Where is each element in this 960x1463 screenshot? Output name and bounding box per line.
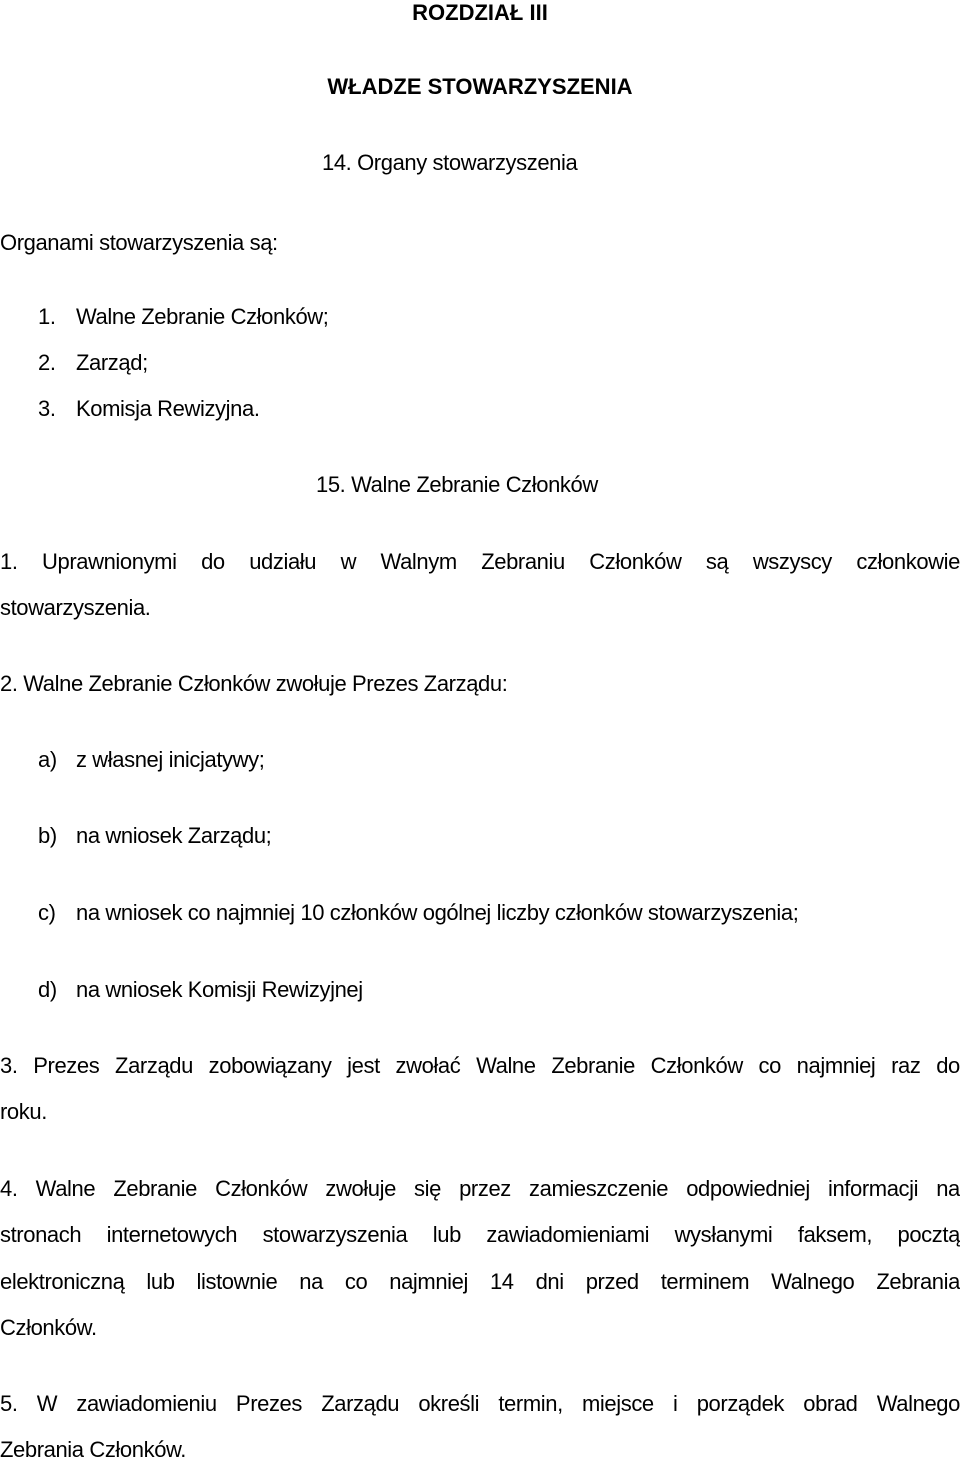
- word: w: [340, 549, 357, 574]
- word: informacji: [827, 1176, 919, 1201]
- organs-intro: Organami stowarzyszenia są:: [0, 230, 278, 255]
- word: Zebranie: [113, 1176, 197, 1201]
- word: Uprawnionymi: [42, 549, 177, 574]
- word: Zarządu: [115, 1053, 193, 1078]
- organ-item-3-number: 3.: [38, 396, 56, 421]
- word: 4.: [0, 1176, 18, 1201]
- word: 1.: [0, 549, 18, 574]
- word: zwołać: [395, 1053, 461, 1078]
- word: najmniej: [389, 1269, 468, 1294]
- word: Zarządu: [321, 1391, 400, 1416]
- word: Walne: [35, 1176, 96, 1201]
- word: faksem,: [797, 1222, 873, 1247]
- word: Prezes: [33, 1053, 100, 1078]
- organ-item-1-text: Walne Zebranie Członków;: [76, 304, 329, 329]
- section-15-heading: 15. Walne Zebranie Członków: [316, 472, 598, 497]
- word: wysłanymi: [674, 1222, 773, 1247]
- word: zawiadomieniami: [486, 1222, 650, 1247]
- item-c-letter: c): [38, 900, 56, 925]
- word: członkowie: [856, 549, 960, 574]
- word: zamieszczenie: [529, 1176, 669, 1201]
- chapter-title: ROZDZIAŁ III: [412, 0, 548, 25]
- word: do: [201, 549, 225, 574]
- word: lub: [432, 1222, 461, 1247]
- chapter-subtitle: WŁADZE STOWARZYSZENIA: [327, 74, 633, 99]
- organ-item-3-text: Komisja Rewizyjna.: [76, 396, 260, 421]
- paragraph-3-line-1: [0, 1053, 960, 1079]
- paragraph-4-line-4: Członków.: [0, 1315, 97, 1340]
- word: Walnym: [380, 549, 457, 574]
- word: się: [414, 1176, 441, 1201]
- word: Zebrania: [876, 1269, 960, 1294]
- word: udziału: [249, 549, 317, 574]
- paragraph-1-line-1: [0, 549, 960, 575]
- word: internetowych: [106, 1222, 238, 1247]
- paragraph-5-line-2: Zebrania Członków.: [0, 1437, 187, 1462]
- word: do: [936, 1053, 960, 1078]
- item-d-text: na wniosek Komisji Rewizyjnej: [76, 977, 363, 1002]
- word: stronach: [0, 1222, 82, 1247]
- organ-item-2-text: Zarząd;: [76, 350, 148, 375]
- paragraph-4-line-2: [0, 1222, 960, 1248]
- word: Zebraniu: [481, 549, 565, 574]
- word: pocztą: [897, 1222, 960, 1247]
- word: jest: [347, 1053, 380, 1078]
- word: 5.: [0, 1391, 18, 1416]
- word: porządek: [696, 1391, 785, 1416]
- word: określi: [418, 1391, 480, 1416]
- item-a-text: z własnej inicjatywy;: [76, 747, 265, 772]
- word: zwołuje: [325, 1176, 396, 1201]
- word: dni: [535, 1269, 564, 1294]
- paragraph-4-line-3: [0, 1269, 960, 1295]
- word: co: [758, 1053, 781, 1078]
- paragraph-4-line-1: [0, 1176, 960, 1202]
- item-d-letter: d): [38, 977, 57, 1002]
- word: Członków: [589, 549, 682, 574]
- item-b-letter: b): [38, 823, 57, 848]
- word: termin,: [498, 1391, 563, 1416]
- word: W: [36, 1391, 58, 1416]
- word: wszyscy: [752, 549, 832, 574]
- word: odpowiedniej: [686, 1176, 810, 1201]
- word: Członków: [215, 1176, 308, 1201]
- word: przez: [459, 1176, 511, 1201]
- word: obrad: [803, 1391, 858, 1416]
- word: zobowiązany: [208, 1053, 332, 1078]
- item-b-text: na wniosek Zarządu;: [76, 823, 272, 848]
- word: na: [299, 1269, 323, 1294]
- item-a-letter: a): [38, 747, 57, 772]
- item-c-text: na wniosek co najmniej 10 członków ogólnej liczby członków stowarzyszenia;: [76, 900, 799, 925]
- word: zawiadomieniu: [76, 1391, 217, 1416]
- word: elektroniczną: [0, 1269, 125, 1294]
- section-14-heading: 14. Organy stowarzyszenia: [322, 150, 578, 175]
- word: Prezes: [235, 1391, 302, 1416]
- word: co: [344, 1269, 368, 1294]
- word: lub: [146, 1269, 175, 1294]
- word: najmniej: [796, 1053, 876, 1078]
- word: i: [673, 1391, 678, 1416]
- paragraph-3-line-2: roku.: [0, 1099, 47, 1124]
- organ-item-1-number: 1.: [38, 304, 56, 329]
- word: Walnego: [876, 1391, 960, 1416]
- word: na: [936, 1176, 960, 1201]
- word: raz: [891, 1053, 921, 1078]
- word: przed: [585, 1269, 639, 1294]
- word: listownie: [196, 1269, 278, 1294]
- word: 3.: [0, 1053, 18, 1078]
- word: Członków: [650, 1053, 743, 1078]
- word: miejsce: [582, 1391, 654, 1416]
- organ-item-2-number: 2.: [38, 350, 56, 375]
- paragraph-5-line-1: [0, 1391, 960, 1417]
- word: Walnego: [771, 1269, 855, 1294]
- word: są: [705, 549, 729, 574]
- paragraph-1-line-2: stowarzyszenia.: [0, 595, 151, 620]
- paragraph-2: 2. Walne Zebranie Członków zwołuje Prezes Zarządu:: [0, 671, 508, 696]
- word: 14: [489, 1269, 514, 1294]
- word: stowarzyszenia: [262, 1222, 408, 1247]
- word: terminem: [660, 1269, 750, 1294]
- word: Zebranie: [551, 1053, 635, 1078]
- word: Walne: [476, 1053, 536, 1078]
